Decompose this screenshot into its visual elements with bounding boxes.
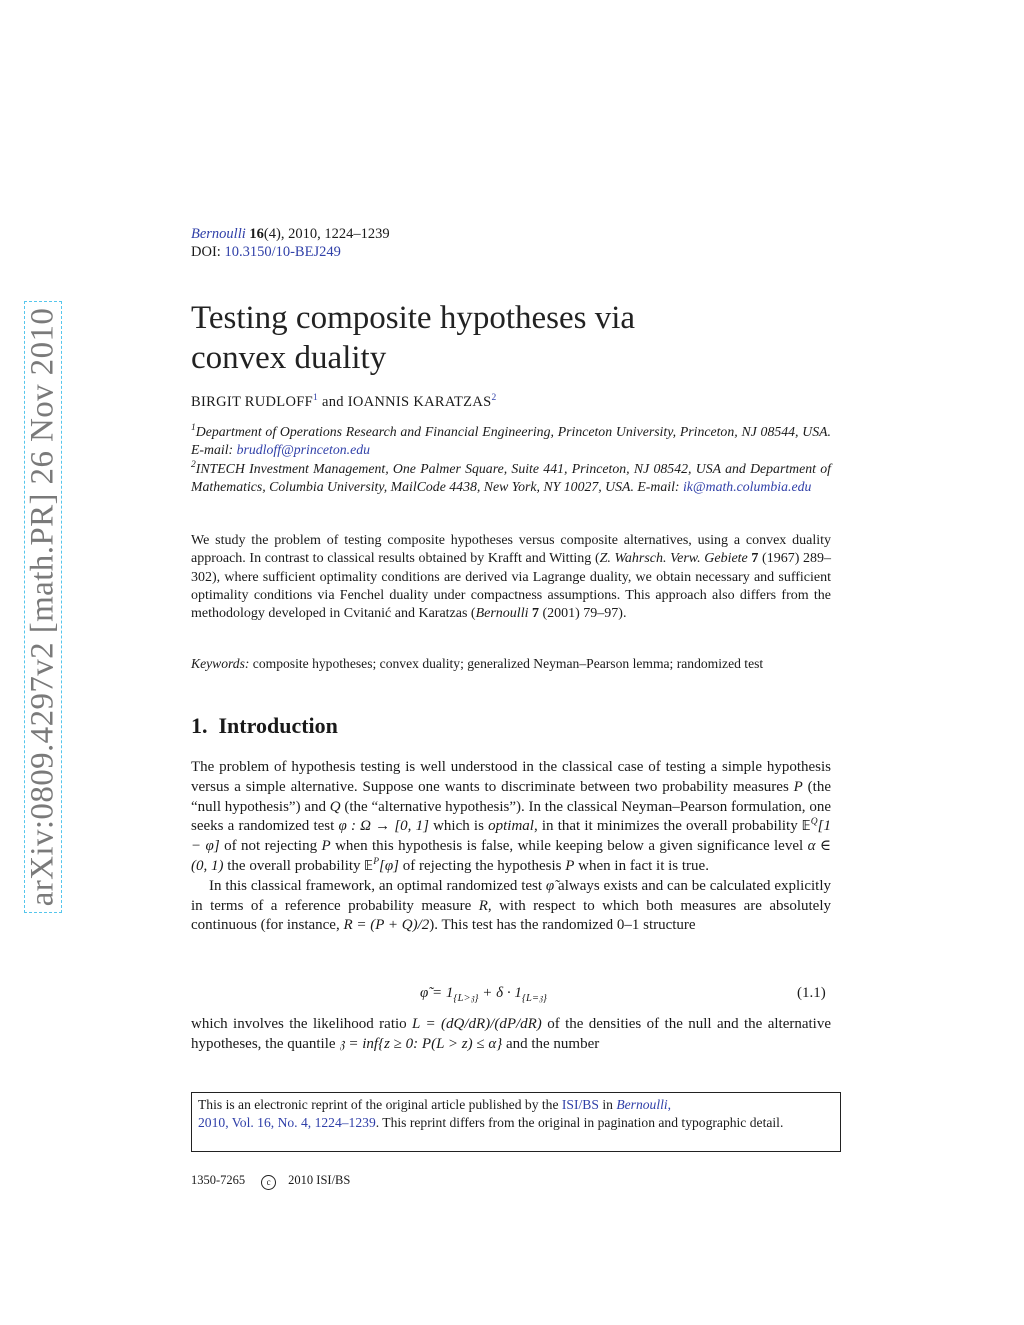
affiliation-2 <box>191 460 831 497</box>
author-2-footnote[interactable]: 2 <box>491 393 497 403</box>
math-test-map: φ : Ω → [0, 1] <box>338 818 429 835</box>
math-expectation-p: 𝔼 <box>364 858 374 874</box>
eq-mid: + δ · 1 <box>478 985 522 1001</box>
text: The problem of hypothesis testing is well understood in the classical case of testing a simple hypothesis versus a simple alternative. Suppose one wants to discriminate between two probability measures <box>191 759 831 795</box>
math-R: R <box>478 897 488 914</box>
eq-sub-2: {L=𝔷} <box>521 993 547 1004</box>
reprint-notice-box <box>191 1092 841 1152</box>
journal-volume: 16 <box>249 226 264 242</box>
title-line-1: Testing composite hypotheses via <box>191 300 636 336</box>
journal-name-link[interactable]: Bernoulli <box>191 226 246 242</box>
text: of not rejecting <box>219 838 322 855</box>
article-details-link[interactable]: 2010, Vol. 16, No. 4, 1224–1239 <box>198 1115 376 1131</box>
doi-label: DOI: <box>191 244 221 260</box>
math-expectation-q-sup: Q <box>810 817 818 828</box>
issn: 1350-7265 <box>191 1173 246 1187</box>
text: of rejecting the hypothesis <box>399 857 566 874</box>
section-heading: 1. Introduction <box>191 713 338 738</box>
math-expectation-p-sup: P <box>373 856 380 867</box>
math-quantile: 𝔷 = inf{z ≥ 0: P(L > z) ≤ α} <box>339 1035 503 1052</box>
arxiv-stamp-text: arXiv:0809.4297v2 [math.PR] 26 Nov 2010 <box>24 307 61 907</box>
math-P: P <box>793 778 803 795</box>
keywords-text: composite hypotheses; convex duality; generalized Neyman–Pearson lemma; randomized test <box>249 656 764 671</box>
author-2: IOANNIS KARATZAS <box>347 394 492 410</box>
affiliations <box>191 423 831 496</box>
text: which involves the likelihood ratio <box>191 1016 413 1032</box>
keywords-label: Keywords: <box>191 656 250 671</box>
doi-line <box>191 243 390 261</box>
text: ). This test has the randomized 0–1 structure <box>429 917 696 934</box>
abstract-ref-2-volume: 7 <box>531 606 539 622</box>
text: of the densities of the null and the alternative hypotheses, the quantile <box>191 1016 831 1052</box>
isi-bs-link[interactable]: ISI/BS <box>561 1097 599 1112</box>
abstract-ref-1-volume: 7 <box>751 551 759 567</box>
text: , <box>667 1097 672 1112</box>
author-1-footnote[interactable]: 1 <box>312 393 319 403</box>
text: This is an electronic reprint of the original article published by the <box>198 1097 562 1112</box>
emph-optimal: optimal <box>488 818 534 835</box>
author-and: and <box>318 394 348 410</box>
author-1: BIRGIT RUDLOFF <box>191 394 313 410</box>
math-expectation-q-arg: [1 − φ] <box>191 818 832 855</box>
page-footer <box>191 1173 350 1190</box>
math-expectation-p-arg: [φ] <box>379 857 400 874</box>
math-likelihood-ratio: L = (dQ/dR)/(dP/dR) <box>412 1016 542 1032</box>
math-Q: Q <box>329 798 341 815</box>
paper-title <box>191 298 635 378</box>
intro-body <box>191 758 831 936</box>
eq-lhs: φ̃ = 1 <box>420 985 454 1001</box>
journal-issue-pages: (4), 2010, 1224–1239 <box>263 226 390 242</box>
eq-sub-1: {L>𝔷} <box>453 993 479 1004</box>
affiliation-2-text: INTECH Investment Management, One Palmer Square, Suite 441, Princeton, NJ 08542, USA and Department of Mathematics, Columbia University, MailCode 4438, New York, NY 10027, USA. E-mail: <box>191 460 831 494</box>
text: in <box>598 1097 617 1112</box>
text: always exists and can be calculated explicitly in terms of a reference probability measure <box>191 877 831 914</box>
math-P: P <box>565 857 575 874</box>
affiliation-2-number: 2 <box>191 459 196 470</box>
text: , with respect to which both measures are absolutely continuous (for instance, <box>191 897 831 934</box>
text: the overall probability <box>223 857 365 874</box>
math-R-def: R = (P + Q)/2 <box>343 917 430 934</box>
journal-header <box>191 225 390 261</box>
intro-paragraph-2 <box>191 877 831 936</box>
affiliation-1-number: 1 <box>191 423 196 433</box>
abstract-ref-1: Z. Wahrsch. Verw. Gebiete <box>599 551 748 567</box>
keywords <box>191 655 831 673</box>
bernoulli-link[interactable]: Bernoulli <box>616 1097 668 1112</box>
affiliation-1 <box>191 423 831 460</box>
text: In this classical framework, an optimal randomized test <box>209 877 546 894</box>
math-P: P <box>321 838 331 855</box>
math-expectation-q: 𝔼 <box>801 819 811 835</box>
doi-link[interactable]: 10.3150/10-BEJ249 <box>224 244 341 260</box>
abstract-text-1: We study the problem of testing composite hypotheses versus composite alternatives, using a convex duality approach. In contrast to classical results obtained by Krafft and Witting ( <box>191 533 831 567</box>
math-alpha: α ∈ (0, 1) <box>191 838 831 874</box>
text: which is <box>428 818 489 835</box>
email-link-2[interactable]: ik@math.columbia.edu <box>682 478 812 494</box>
abstract-ref-2: Bernoulli <box>475 606 529 622</box>
text: . This reprint differs from the original in pagination and typographic detail. <box>375 1115 784 1131</box>
affiliation-1-text: Department of Operations Research and Financial Engineering, Princeton University, Princeton, NJ 08544, USA. E-mail: <box>191 424 831 458</box>
text: , in that it minimizes the overall probability <box>533 818 802 835</box>
abstract <box>191 532 831 623</box>
email-link-1[interactable]: brudloff@princeton.edu <box>236 442 371 458</box>
abstract-text-2: (1967) 289–302), where sufficient optimality conditions are derived via Lagrange duality, we obtain necessary and sufficient optimality conditions via Fenchel duality under compactness assumptions. This approach also differs from the methodology developed in Cvitanić and Karatzas ( <box>191 551 832 622</box>
text: (the “null hypothesis”) and <box>191 778 831 815</box>
text: and the number <box>502 1035 600 1052</box>
copyright-holder: 2010 ISI/BS <box>288 1173 351 1187</box>
equation-number: (1.1) <box>797 985 826 1001</box>
math-phi-tilde: φ̃ <box>545 877 555 894</box>
text: when in fact it is true. <box>574 857 709 874</box>
abstract-text-3: (2001) 79–97). <box>538 606 627 622</box>
intro-paragraph-1 <box>191 758 831 877</box>
text: when this hypothesis is false, while keeping below a given significance level <box>330 838 808 855</box>
author-line <box>191 394 497 411</box>
text: (the “alternative hypothesis”). In the classical Neyman–Pearson formulation, one seeks a randomized test <box>191 798 831 835</box>
copyright-icon: c <box>261 1175 276 1190</box>
intro-continuation <box>191 1015 831 1055</box>
title-line-2: convex duality <box>191 340 387 376</box>
equation-1-1 <box>420 985 547 1005</box>
journal-citation <box>191 225 390 243</box>
